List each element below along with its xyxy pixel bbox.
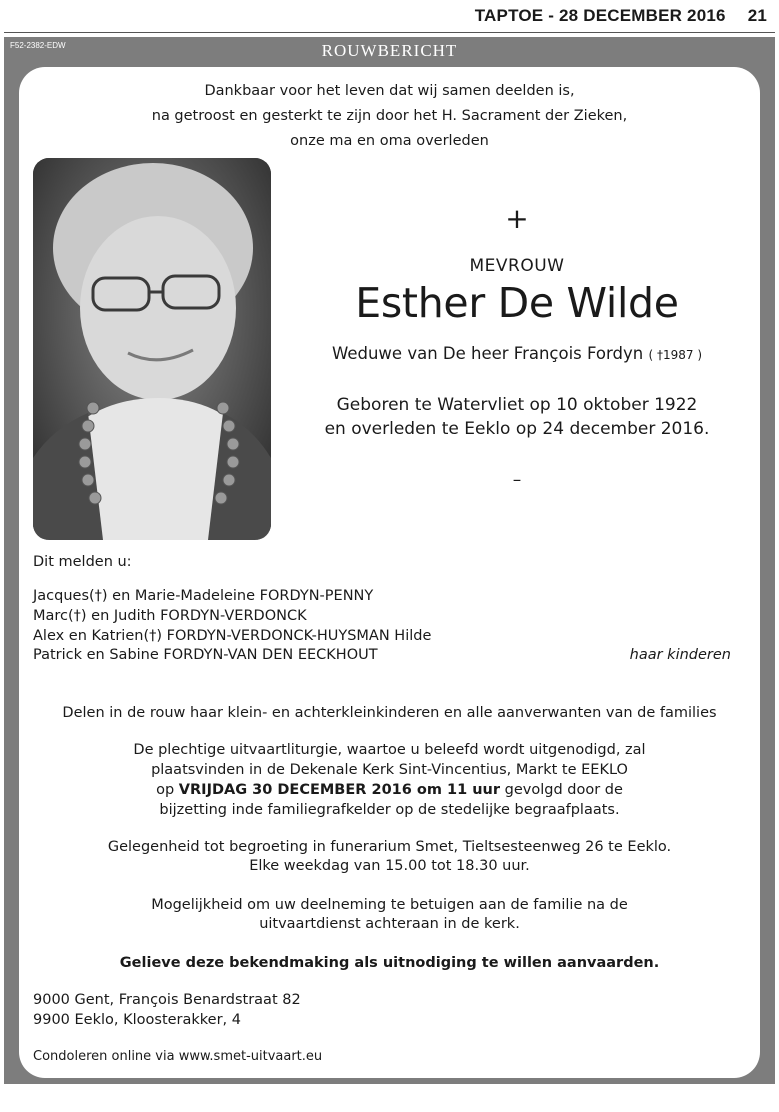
- funeral-line-4: bijzetting inde familiegrafkelder op de stedelijke begraafplaats.: [159, 802, 620, 818]
- birth-death-lines: [290, 393, 744, 441]
- funeral-line-3-post: gevolgd door de: [500, 782, 623, 798]
- intro-line-1: Dankbaar voor het leven dat wij samen deelden is,: [204, 83, 575, 99]
- funeral-line-3-pre: op: [156, 782, 179, 798]
- widow-of-text: Weduwe van De heer François Fordyn: [332, 344, 644, 363]
- newspaper-header: [0, 0, 779, 36]
- funeral-home-details: - Eeklo - Kaprijke - Sint-Laureins - Ertvelde - 09 377 14 07 - 09 377 75 79: [271, 1086, 640, 1097]
- child-line-1: Jacques(†) en Marie-Madeleine FORDYN-PENNY: [33, 588, 374, 604]
- condolence-line-1: Mogelijkheid om uw deelneming te betuigen aan de familie na de: [151, 897, 628, 913]
- invitation-note: Gelieve deze bekendmaking als uitnodiging te willen aanvaarden.: [119, 955, 660, 971]
- born-line: Geboren te Watervliet op 10 oktober 1922: [336, 395, 698, 415]
- ad-code: F52-2382-EDW: [10, 41, 66, 50]
- portrait-illustration: [33, 158, 271, 540]
- child-line-2: Marc(†) en Judith FORDYN-VERDONCK: [33, 608, 307, 624]
- honorific: MEVROUW: [469, 256, 565, 276]
- widow-of-death-year: ( †1987 ): [648, 348, 702, 362]
- address-line-1: 9000 Gent, François Benardstraat 82: [33, 992, 301, 1008]
- visitation-line-1: Gelegenheid tot begroeting in funerarium Smet, Tieltsesteenweg 26 te Eeklo.: [107, 839, 672, 855]
- deceased-name: Esther De Wilde: [355, 279, 679, 327]
- children-label: haar kinderen: [629, 647, 731, 663]
- issue-title: TAPTOE - 28 DECEMBER 2016: [474, 6, 726, 25]
- funeral-home-name: Smet & Calsyn Uitvaart: [139, 1086, 272, 1097]
- online-condolence: Condoleren online via www.smet-uitvaart.eu: [33, 1049, 323, 1064]
- funeral-line-1: De plechtige uitvaartliturgie, waartoe u beleefd wordt uitgenodigd, zal: [133, 742, 646, 758]
- visitation-line-2: Elke weekdag van 15.00 tot 18.30 uur.: [249, 858, 530, 874]
- separator-dash: –: [512, 470, 522, 490]
- intro-line-2: na getroost en gesterkt te zijn door het H. Sacrament der Zieken,: [151, 108, 628, 124]
- newspaper-title: [475, 6, 767, 26]
- mourning-line: Delen in de rouw haar klein- en achterkleinkinderen en alle aanverwanten van de families: [62, 705, 717, 721]
- header-divider: [4, 32, 775, 33]
- section-title: ROUWBERICHT: [321, 41, 458, 60]
- portrait-photo: [33, 158, 271, 540]
- announced-by-heading: Dit melden u:: [33, 554, 132, 570]
- address-line-2: 9900 Eeklo, Kloosterakker, 4: [33, 1012, 241, 1028]
- funeral-home-footer: [0, 1086, 779, 1097]
- died-line: en overleden te Eeklo op 24 december 2016.: [324, 419, 710, 439]
- intro-line-3: onze ma en oma overleden: [290, 133, 489, 149]
- child-line-3: Alex en Katrien(†) FORDYN-VERDONCK-HUYSMAN Hilde: [33, 628, 432, 644]
- child-line-4: Patrick en Sabine FORDYN-VAN DEN EECKHOUT: [33, 647, 378, 663]
- funeral-line-2: plaatsvinden in de Dekenale Kerk Sint-Vincentius, Markt te EEKLO: [151, 762, 628, 778]
- funeral-line-3: [19, 780, 760, 800]
- widow-of-line: [290, 344, 744, 363]
- cross-symbol: +: [505, 202, 529, 235]
- funeral-date-time: VRIJDAG 30 DECEMBER 2016 om 11 uur: [178, 782, 501, 798]
- condolence-line-2: uitvaartdienst achteraan in de kerk.: [259, 916, 520, 932]
- page-number: 21: [747, 6, 767, 25]
